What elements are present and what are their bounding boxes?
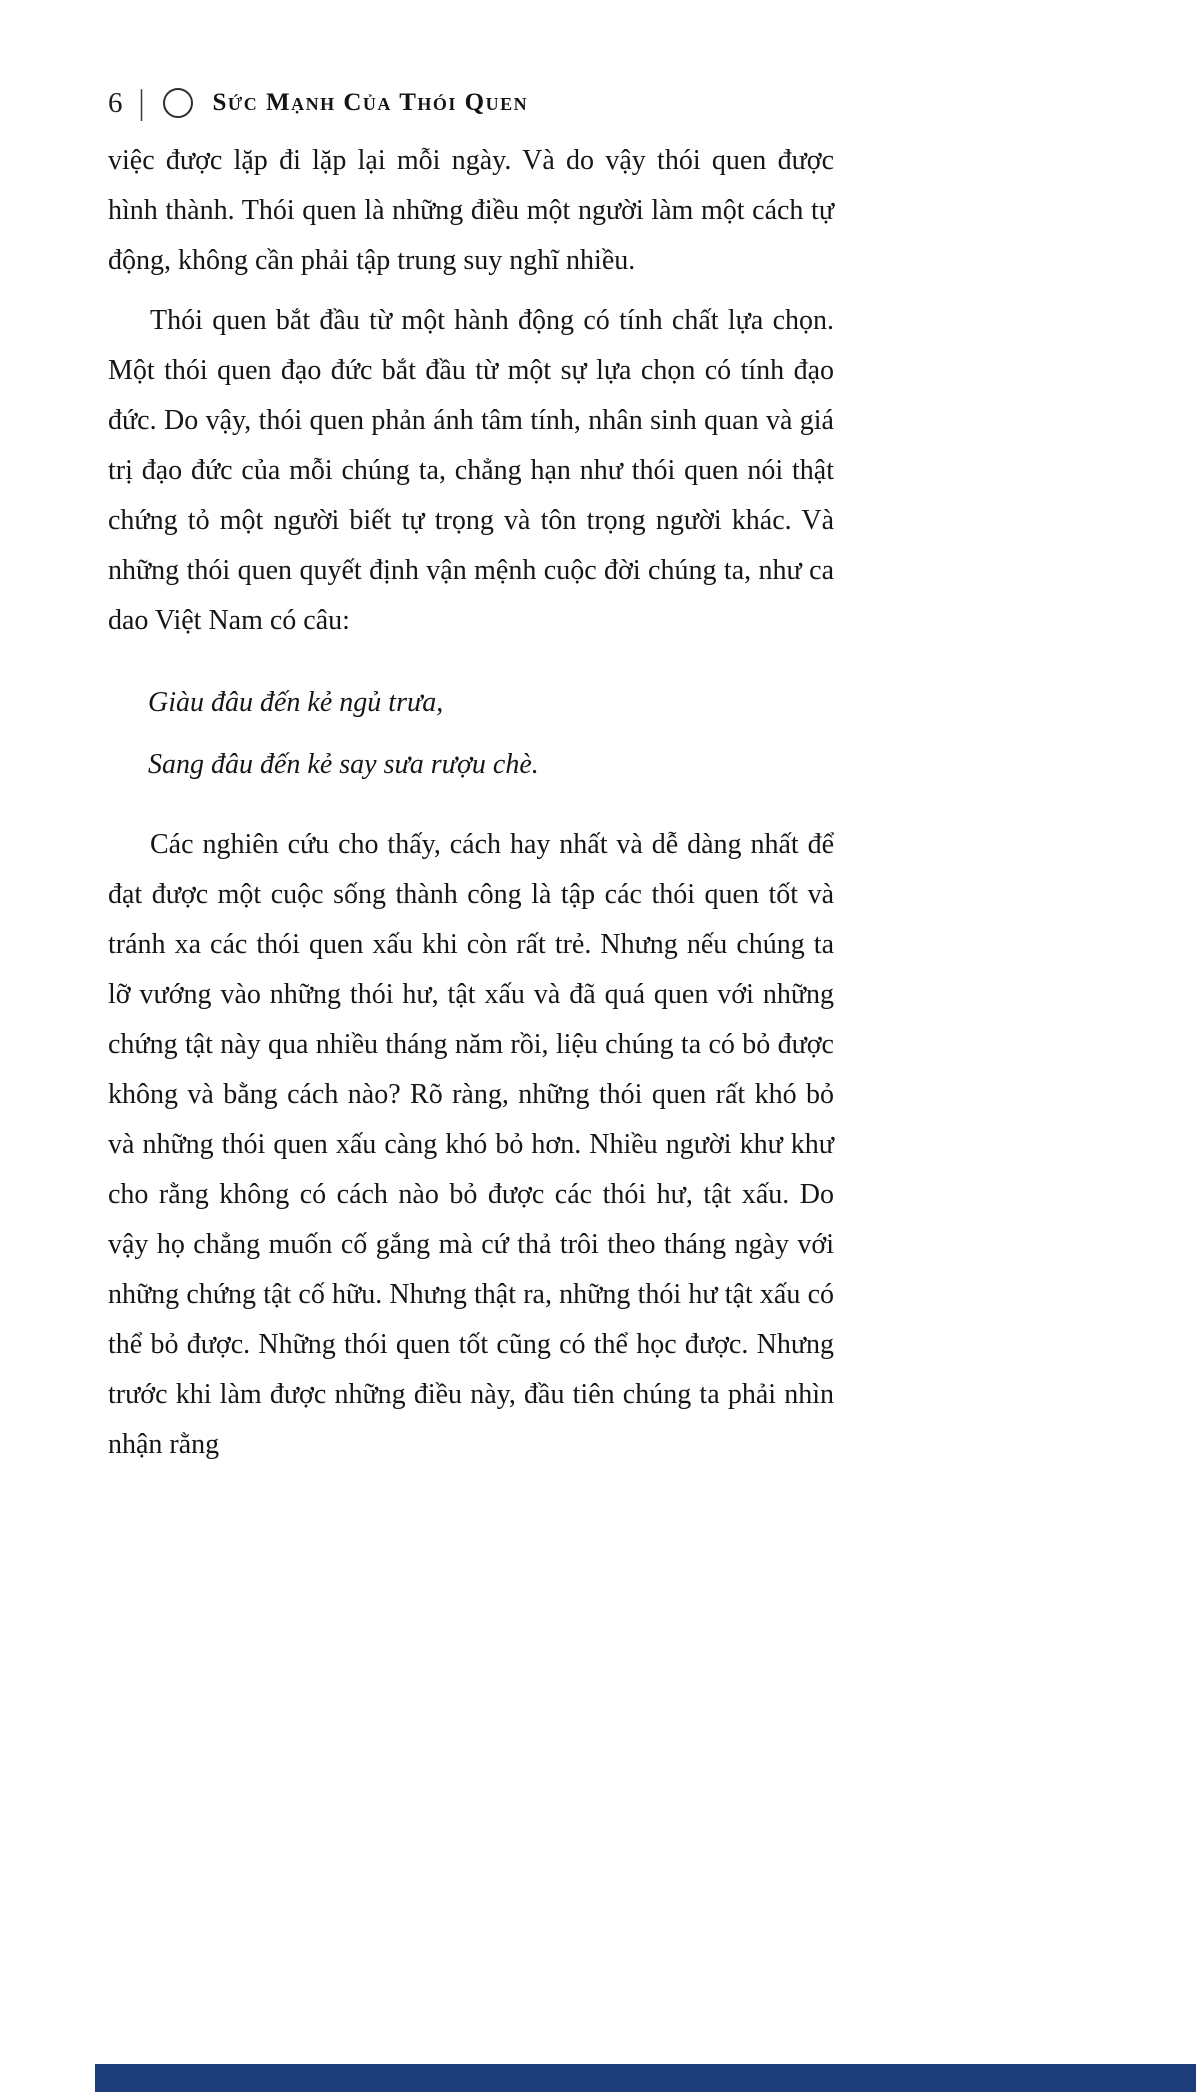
header-separator: | — [138, 83, 145, 122]
verse-couplet — [108, 672, 834, 796]
paragraph: Các nghiên cứu cho thấy, cách hay nhất và dễ dàng nhất để đạt được một cuộc sống thành công là tập các thói quen tốt và tránh xa các thói quen xấu khi còn rất trẻ. Nhưng nếu chúng ta lỡ vướng vào những thói hư, tật xấu và đã quá quen với những chứng tật này qua nhiều tháng năm rồi, liệu chúng ta có bỏ được không và bằng cách nào? Rõ ràng, những thói quen rất khó bỏ và những thói quen xấu càng khó bỏ hơn. Nhiều người khư khư cho rằng không có cách nào bỏ được các thói hư, tật xấu. Do vậy họ chẳng muốn cố gắng mà cứ thả trôi theo tháng ngày với những chứng tật cố hữu. Nhưng thật ra, những thói hư tật xấu có thể bỏ được. Những thói quen tốt cũng có thể học được. Nhưng trước khi làm được những điều này, đầu tiên chúng ta phải nhìn nhận rằng — [108, 829, 834, 1460]
verse-line: Giàu đâu đến kẻ ngủ trưa, — [148, 687, 444, 718]
paragraph-continuation: việc được lặp đi lặp lại mỗi ngày. Và do vậy thói quen được hình thành. Thói quen là những điều một người làm một cách tự động, không cần phải tập trung suy nghĩ nhiều. — [108, 145, 834, 276]
paragraph: Thói quen bắt đầu từ một hành động có tính chất lựa chọn. Một thói quen đạo đức bắt đầu từ một sự lựa chọn có tính đạo đức. Do vậy, thói quen phản ánh tâm tính, nhân sinh quan và giá trị đạo đức của mỗi chúng ta, chẳng hạn như thói quen nói thật chứng tỏ một người biết tự trọng và tôn trọng người khác. Và những thói quen quyết định vận mệnh cuộc đời chúng ta, như ca dao Việt Nam có câu: — [108, 305, 834, 636]
page-header — [108, 83, 529, 122]
page-bottom-bar — [95, 2064, 1196, 2092]
verse-line: Sang đâu đến kẻ say sưa rượu chè. — [148, 749, 539, 780]
page-number: 6 — [108, 86, 123, 119]
circle-ornament-icon — [163, 88, 193, 118]
running-title: Sức Mạnh Của Thói Quen — [212, 89, 529, 116]
page-body — [108, 136, 834, 1480]
